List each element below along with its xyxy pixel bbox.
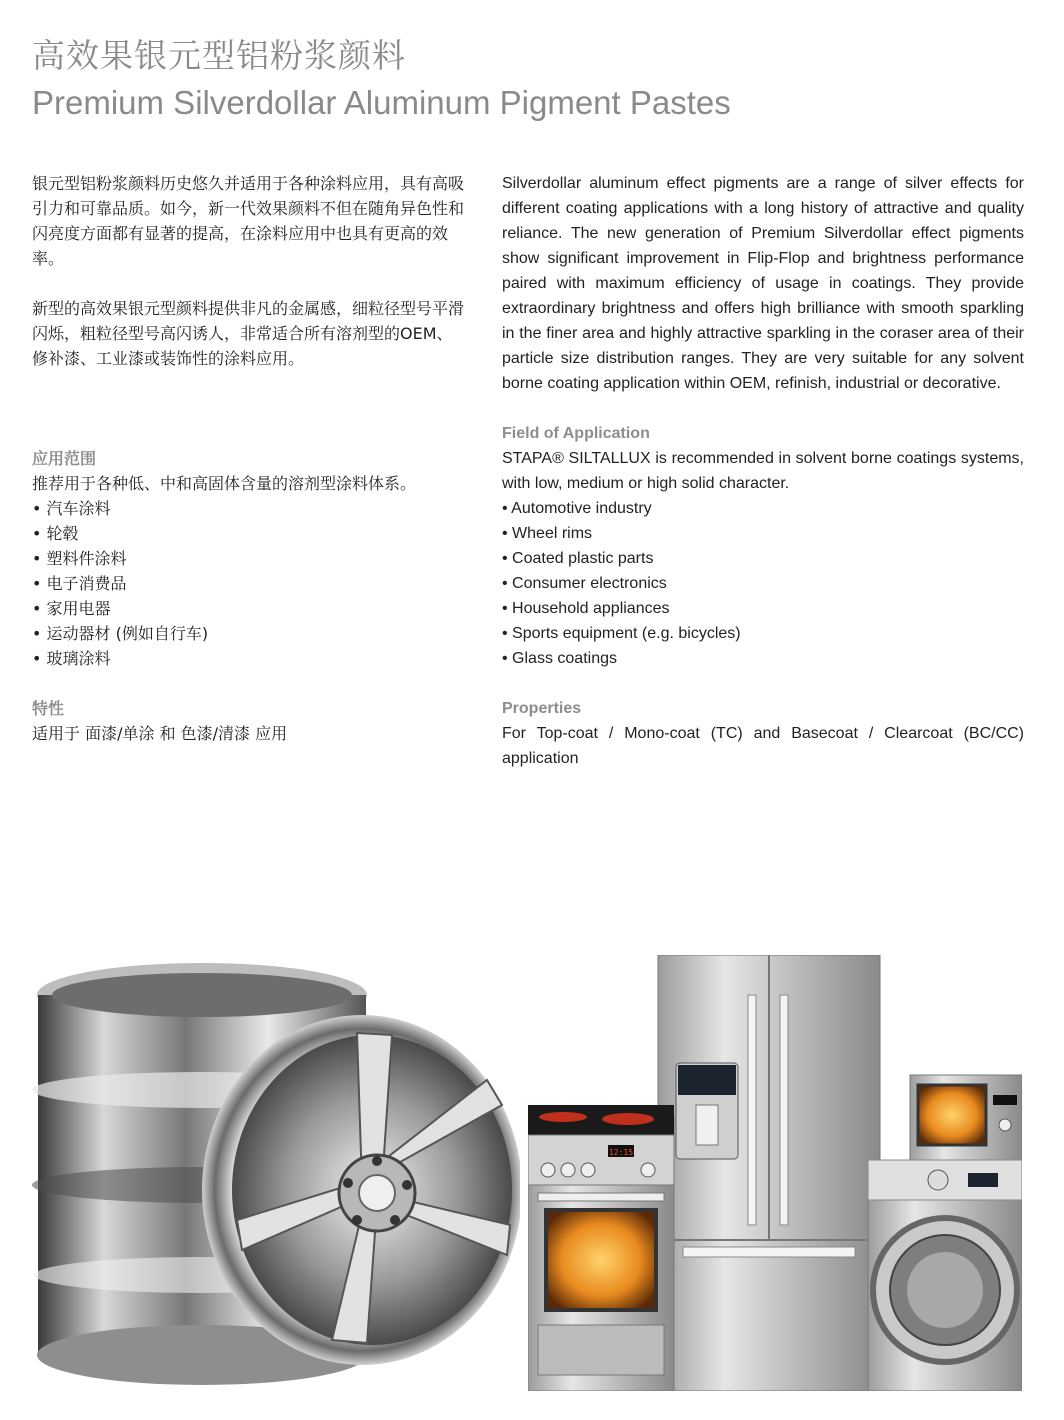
en-application-list — [502, 496, 1024, 671]
oven-window — [546, 1210, 656, 1310]
list-item: • 运动器材 (例如自行车) — [32, 621, 464, 646]
title-english: Premium Silverdollar Aluminum Pigment Pastes — [32, 84, 731, 121]
wheel-rims-photo — [32, 955, 520, 1391]
zh-application-heading: 应用范围 — [32, 449, 97, 468]
zh-application-text: 推荐用于各种低、中和高固体含量的溶剂型涂料体系。 — [32, 474, 417, 493]
list-item: • 玻璃涂料 — [32, 646, 464, 671]
en-application-text: STAPA® SILTALLUX is recommended in solvent borne coatings systems, with low, medium or high solid character. — [502, 450, 1024, 492]
oven-display-text: 12:15 — [608, 1148, 634, 1157]
list-item: • Glass coatings — [502, 646, 1024, 671]
rim-top-opening — [52, 973, 352, 1017]
wheel-rims-illustration — [32, 955, 520, 1391]
household-appliances-photo — [528, 955, 1022, 1391]
title-chinese: 高效果银元型铝粉浆颜料 — [32, 36, 406, 75]
zh-properties-heading: 特性 — [32, 699, 65, 718]
list-item: • 汽车涂料 — [32, 496, 464, 521]
list-item: • 家用电器 — [32, 596, 464, 621]
en-intro-paragraph: Silverdollar aluminum effect pigments are a range of silver effects for different coating applications with a long history of attractive and quality reliance. The new generation of Premium Silverdollar effect pigments show significant improvement in Flip-Flop and brightness performance paired with maximum efficiency of usage in coatings. They provide extraordinary brightness and offers high brilliance with smooth sparkling in the finer area and highly attractive sparkling in the coraser area of their particle size distribution ranges. They are very suitable for any solvent borne coating application within OEM, refinish, industrial or decorative. — [502, 175, 1024, 392]
list-item: • 轮毂 — [32, 521, 464, 546]
en-properties-text: For Top-coat / Mono-coat (TC) and Basecoat / Clearcoat (BC/CC) application — [502, 725, 1024, 767]
list-item: • Household appliances — [502, 596, 1024, 621]
zh-intro-paragraph-2: 新型的高效果银元型颜料提供非凡的金属感，细粒径型号平滑闪烁，粗粒径型号高闪诱人，非常适合所有溶剂型的OEM、修补漆、工业漆或装饰性的涂料应用。 — [32, 299, 465, 368]
en-application-heading: Field of Application — [502, 425, 650, 442]
list-item: • Sports equipment (e.g. bicycles) — [502, 621, 1024, 646]
list-item: • Consumer electronics — [502, 571, 1024, 596]
zh-intro-paragraph-1: 银元型铝粉浆颜料历史悠久并适用于各种涂料应用，具有高吸引力和可靠品质。如今，新一代效果颜料不但在随角异色性和闪亮度方面都有显著的提高，在涂料应用中也具有更高的效率。 — [32, 174, 465, 268]
list-item: • Wheel rims — [502, 521, 1024, 546]
english-column — [502, 171, 1024, 771]
zh-application-list — [32, 496, 464, 671]
list-item: • Automotive industry — [502, 496, 1024, 521]
list-item: • Coated plastic parts — [502, 546, 1024, 571]
list-item: • 塑料件涂料 — [32, 546, 464, 571]
zh-properties-text: 适用于 面漆/单涂 和 色漆/清漆 应用 — [32, 724, 288, 743]
list-item: • 电子消费品 — [32, 571, 464, 596]
appliances-illustration — [528, 955, 1022, 1391]
chinese-column — [32, 171, 464, 746]
en-properties-heading: Properties — [502, 700, 582, 717]
